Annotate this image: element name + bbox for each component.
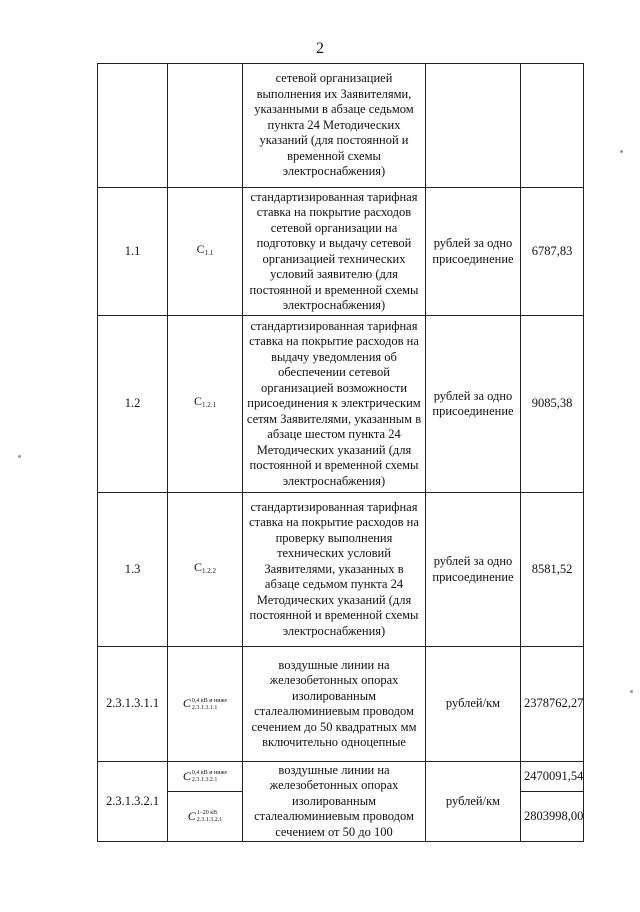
symbol-cell [168,64,243,188]
code-cell: 1.1 [98,188,168,316]
symbol-cell [168,316,243,493]
symbol-cell [168,792,243,842]
rate-symbol: C 0,4 кВ и ниже 2.3.1.3.2.1 [182,768,228,783]
code-cell [98,64,168,188]
code-cell: 2.3.1.3.2.1 [98,762,168,842]
value-cell [521,64,584,188]
unit-cell: рублей за одно присоединение [426,493,521,647]
value-cell: 6787,83 [521,188,584,316]
unit-cell: рублей/км [426,647,521,762]
value-cell: 9085,38 [521,316,584,493]
scan-speck [620,150,623,153]
description-cell: воздушные линии на железобетонных опорах изолированным сталеалюминиевым проводом сечением до 50 квадратных мм включительно одноцепные [243,647,426,762]
unit-cell [426,64,521,188]
symbol-cell [168,493,243,647]
unit-cell: рублей за одно присоединение [426,188,521,316]
code-cell: 2.3.1.3.1.1 [98,647,168,762]
description-cell: стандартизированная тарифная ставка на покрытие расходов на выдачу уведомления об обеспечении сетевой организацией возможности присоединения к электрическим сетям Заявителями, указанным в абзаце шестом пункта 24 Методических указаний (для постоянной и временной схемы электроснабжения) [243,316,426,493]
code-cell: 1.2 [98,316,168,493]
table-row [98,647,584,762]
description-cell: стандартизированная тарифная ставка на покрытие расходов сетевой организации на подготовку и выдачу сетевой организацией технических условий заявителю (для постоянной и временной схемы электроснабжения) [243,188,426,316]
rate-symbol: C 1–20 кВ 2.3.1.3.2.1 [187,808,223,823]
rate-symbol: $C_{1.1}$ [196,241,214,257]
description-cell: воздушные линии на железобетонных опорах изолированным сталеалюминиевым проводом сечением от 50 до 100 [243,762,426,842]
value-cell: 2803998,00 [521,792,584,842]
scan-speck [18,455,21,458]
table-row [98,64,584,188]
table-row [98,762,584,792]
symbol-cell [168,647,243,762]
code-cell: 1.3 [98,493,168,647]
symbol-cell [168,188,243,316]
table-row [98,316,584,493]
table-row [98,188,584,316]
value-cell: 8581,52 [521,493,584,647]
unit-cell: рублей за одно присоединение [426,316,521,493]
description-cell: сетевой организацией выполнения их Заявителями, указанными в абзаце седьмом пункта 24 Методических указаний (для постоянной и временной схемы электроснабжения) [243,64,426,188]
rate-symbol: C 0,4 кВ и ниже 2.3.1.3.1.1 [182,696,228,711]
value-cell: 2378762,27 [521,647,584,762]
scan-speck [630,690,633,693]
tariff-table [97,63,584,842]
page-number: 2 [316,40,324,57]
rate-symbol: $C_{1.2.2}$ [193,559,216,575]
rate-symbol: $C_{1.2.1}$ [193,394,216,410]
unit-cell: рублей/км [426,762,521,842]
description-cell: стандартизированная тарифная ставка на покрытие расходов на проверку выполнения технических условий Заявителями, указанных в абзаце седьмом пункта 24 Методических указаний (для постоянной и временной схемы электроснабжения) [243,493,426,647]
symbol-cell [168,762,243,792]
value-cell: 2470091,54 [521,762,584,792]
table-row [98,493,584,647]
